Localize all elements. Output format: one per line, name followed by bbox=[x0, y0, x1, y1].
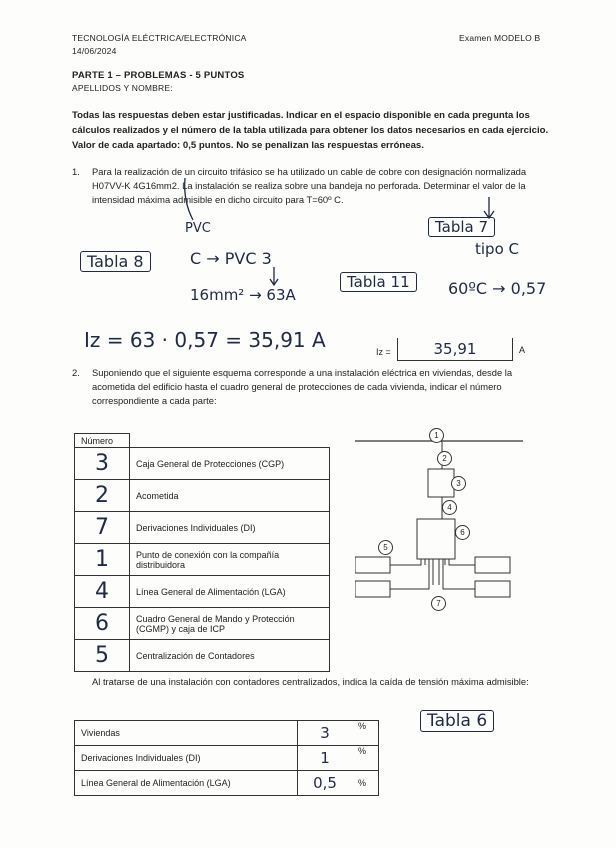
hand-calc: Iz = 63 · 0,57 = 35,91 A bbox=[84, 328, 326, 352]
table-row bbox=[75, 448, 330, 480]
exam-date: 14/06/2024 bbox=[72, 46, 117, 56]
table-header-number: Número bbox=[75, 434, 130, 448]
hand-tabla7: Tabla 7 bbox=[428, 217, 495, 237]
hand-c-pvc3: C → PVC 3 bbox=[190, 249, 272, 268]
diagram-label-5: 5 bbox=[378, 540, 393, 555]
name-label: APELLIDOS Y NOMBRE: bbox=[72, 83, 173, 93]
row-number[interactable]: 5 bbox=[75, 640, 130, 672]
parts-table bbox=[74, 433, 330, 672]
exam-model: Examen MODELO B bbox=[459, 33, 541, 43]
table-row bbox=[75, 771, 379, 796]
row-value[interactable]: 1 bbox=[298, 746, 353, 771]
table-row bbox=[75, 480, 330, 512]
q1-number: 1. bbox=[72, 166, 80, 177]
diagram-label-6: 6 bbox=[455, 525, 470, 540]
hand-arrow-pvc bbox=[175, 176, 235, 226]
row-label: Centralización de Contadores bbox=[130, 640, 330, 672]
table-row bbox=[75, 608, 330, 640]
table-row bbox=[75, 721, 379, 746]
row-label: Viviendas bbox=[75, 721, 298, 746]
row-label: Caja General de Protecciones (CGP) bbox=[130, 448, 330, 480]
answer-value: 35,91 bbox=[433, 340, 477, 358]
row-number[interactable]: 6 bbox=[75, 608, 130, 640]
row-value[interactable]: 3 bbox=[298, 721, 353, 746]
hand-tipo: tipo C bbox=[475, 240, 519, 258]
row-label: Punto de conexión con la compañía distribuidora bbox=[130, 544, 330, 576]
diagram-label-2: 2 bbox=[437, 451, 452, 466]
row-number[interactable]: 7 bbox=[75, 512, 130, 544]
hand-pvc: PVC bbox=[185, 221, 211, 236]
answer-field[interactable] bbox=[397, 338, 513, 361]
q2-text: Suponiendo que el siguiente esquema corresponde a una instalación eléctrica en viviendas, desde la acometida del edificio hasta el cuadro general de protecciones de cada vivienda, indicar el número correspondiente a cada parte: bbox=[92, 367, 513, 406]
voltage-drop-table bbox=[74, 720, 379, 796]
row-unit: % bbox=[352, 746, 379, 771]
row-unit: % bbox=[352, 771, 379, 796]
hand-temp: 60ºC → 0,57 bbox=[448, 279, 547, 298]
answer-unit: A bbox=[519, 345, 526, 355]
answer-label: Iz = bbox=[376, 347, 391, 357]
instructions: Todas las respuestas deben estar justificadas. Indicar en el espacio disponible en cada pregunta los cálculos realizados y el número de la tabla utilizada para obtener los datos necesarios en cada ejercicio. Valor de cada apartado: 0,5 puntos. No se penalizan las respuestas erróneas. bbox=[72, 110, 549, 151]
hand-arrow-down bbox=[265, 266, 285, 288]
q1-text: Para la realización de un circuito trifásico se ha utilizado un cable de cobre con designación normalizada H07VV-K 4G16mm2. La instalación se realiza sobre una bandeja no perforada. Determinar el valor de la intensidad máxima admisible en dicho circuito para T=60º C. bbox=[92, 166, 527, 205]
diagram-label-1: 1 bbox=[429, 428, 444, 443]
row-unit: % bbox=[352, 721, 379, 746]
table-row bbox=[75, 576, 330, 608]
row-number[interactable]: 4 bbox=[75, 576, 130, 608]
row-number[interactable]: 3 bbox=[75, 448, 130, 480]
diagram-label-7: 7 bbox=[431, 596, 446, 611]
row-label: Línea General de Alimentación (LGA) bbox=[75, 771, 298, 796]
subject-title: TECNOLOGÍA ELÉCTRICA/ELECTRÓNICA bbox=[72, 33, 247, 43]
hand-arrow-tipo bbox=[480, 195, 500, 223]
row-label: Acometida bbox=[130, 480, 330, 512]
row-number[interactable]: 1 bbox=[75, 544, 130, 576]
row-value[interactable]: 0,5 bbox=[298, 771, 353, 796]
diagram-label-4: 4 bbox=[442, 500, 457, 515]
table-row bbox=[75, 746, 379, 771]
q2-number: 2. bbox=[72, 367, 80, 378]
diagram-label-3: 3 bbox=[451, 476, 466, 491]
part-title: PARTE 1 – PROBLEMAS - 5 PUNTOS bbox=[72, 70, 245, 81]
hand-tabla11: Tabla 11 bbox=[340, 272, 417, 292]
q3-text: Al tratarse de una instalación con contadores centralizados, indica la caída de tensión máxima admisible: bbox=[92, 676, 529, 687]
table-row bbox=[75, 544, 330, 576]
row-label: Derivaciones Individuales (DI) bbox=[130, 512, 330, 544]
row-label: Línea General de Alimentación (LGA) bbox=[130, 576, 330, 608]
row-label: Derivaciones Individuales (DI) bbox=[75, 746, 298, 771]
table-row bbox=[75, 512, 330, 544]
hand-section: 16mm² → 63A bbox=[190, 286, 296, 304]
hand-tabla6: Tabla 6 bbox=[420, 710, 494, 732]
table-row bbox=[75, 640, 330, 672]
hand-tabla8: Tabla 8 bbox=[80, 251, 151, 272]
row-label: Cuadro General de Mando y Protección (CGMP) y caja de ICP bbox=[130, 608, 330, 640]
row-number[interactable]: 2 bbox=[75, 480, 130, 512]
